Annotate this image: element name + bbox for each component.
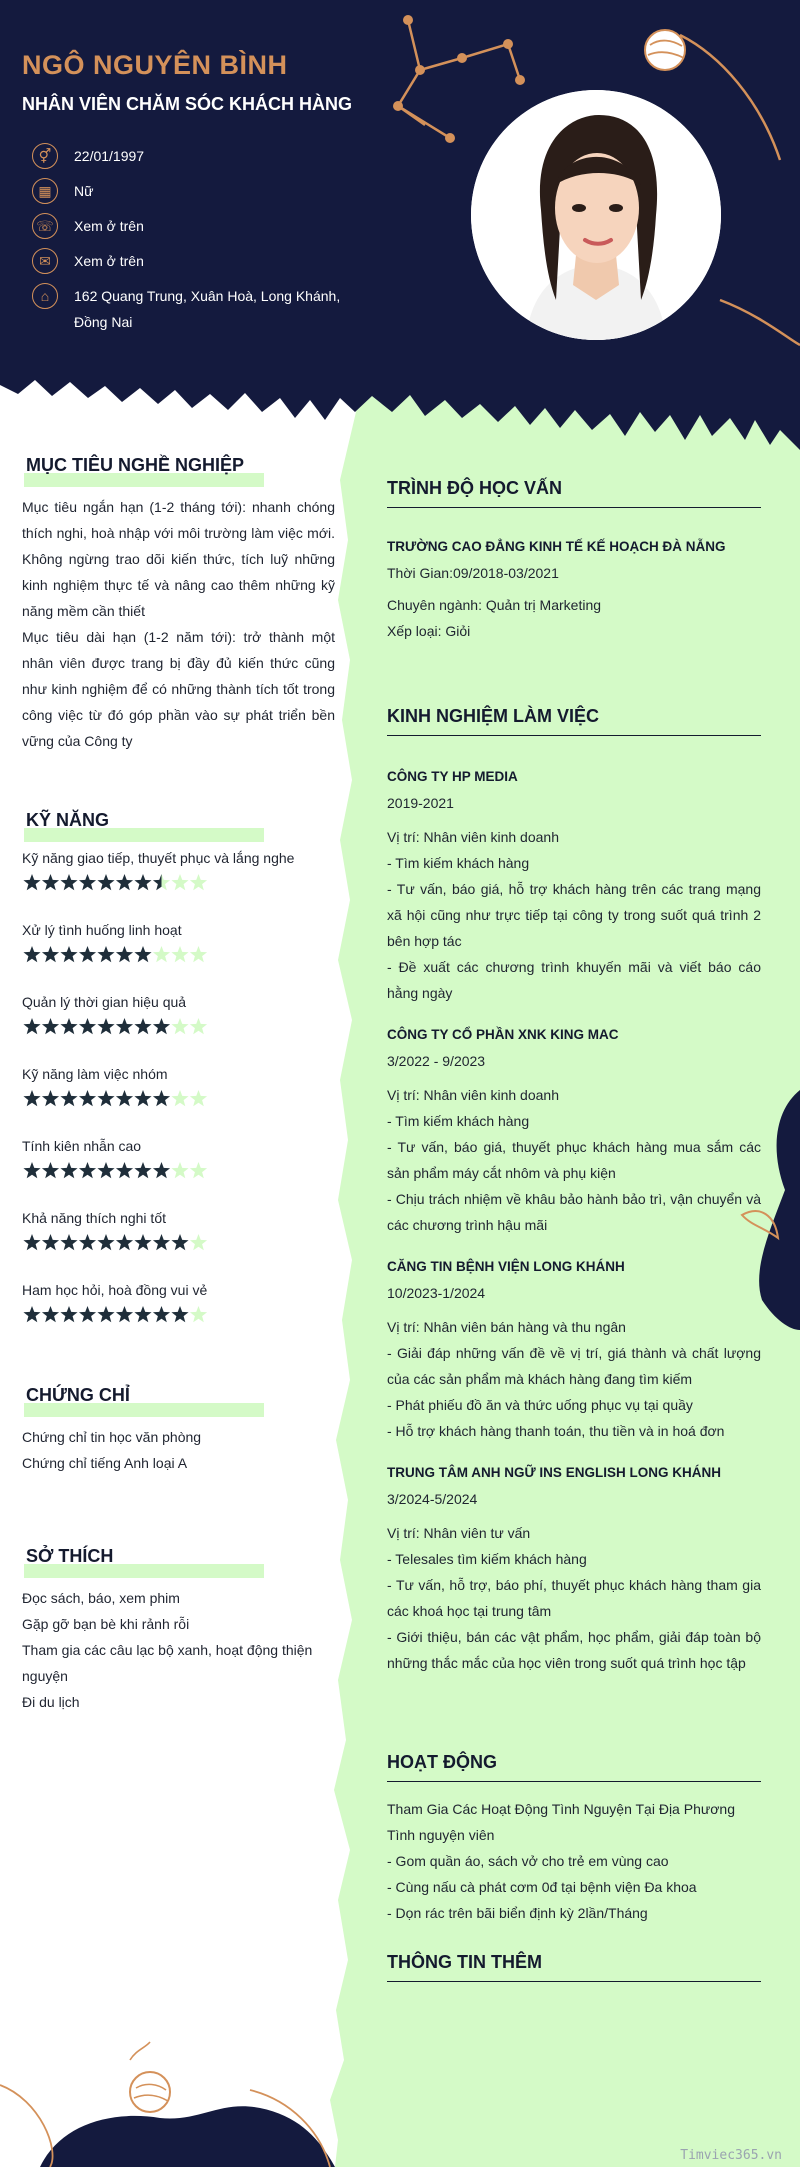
activity-line: - Cùng nấu cà phát cơm 0đ tại bệnh viện Đa khoa <box>387 1879 697 1895</box>
star-icon <box>79 1018 96 1034</box>
activity-line: - Dọn rác trên bãi biển định kỳ 2lần/Tháng <box>387 1905 648 1921</box>
education-section <box>387 478 761 644</box>
phone-icon: ☏ <box>32 213 58 239</box>
candidate-name: NGÔ NGUYÊN BÌNH <box>22 50 288 80</box>
star-icon <box>97 1162 114 1178</box>
star-icon <box>134 1090 151 1106</box>
star-icon <box>190 1090 207 1106</box>
contact-email <box>32 248 342 274</box>
star-icon <box>23 1306 40 1322</box>
star-icon <box>23 946 40 962</box>
star-icon <box>116 1090 133 1106</box>
star-icon <box>42 1306 59 1322</box>
job-detail: - Tư vấn, hỗ trợ, báo phí, thuyết phục khách hàng tham gia các khoá học tại trung tâm <box>387 1577 761 1619</box>
job-period: 10/2023-1/2024 <box>387 1285 486 1301</box>
additional-info-section <box>387 1952 761 1982</box>
star-icon <box>60 1234 77 1250</box>
star-icon <box>153 946 170 962</box>
job-detail: Vị trí: Nhân viên kinh doanh <box>387 1087 559 1103</box>
star-icon <box>134 874 151 890</box>
contact-value: Nữ <box>74 183 94 199</box>
skill-name: Tính kiên nhẫn cao <box>22 1138 142 1154</box>
skill-name: Xử lý tình huống linh hoạt <box>22 922 182 938</box>
contact-list <box>32 143 342 344</box>
contact-value: 22/01/1997 <box>74 148 145 164</box>
calendar-icon: ▦ <box>32 178 58 204</box>
star-icon <box>60 1162 77 1178</box>
skill-name: Quản lý thời gian hiệu quả <box>22 994 187 1010</box>
star-icon <box>42 1234 59 1250</box>
section-heading: KINH NGHIỆM LÀM VIỆC <box>387 706 761 736</box>
star-icon <box>171 874 188 890</box>
skill-item <box>22 1063 335 1114</box>
star-icon <box>153 1090 170 1106</box>
contact-gender <box>32 178 342 204</box>
activity-line: - Gom quần áo, sách vở cho trẻ em vùng cao <box>387 1853 669 1869</box>
skills-section <box>22 810 335 1351</box>
contact-phone <box>32 213 342 239</box>
hobbies-section <box>22 1546 335 1715</box>
skill-item <box>22 847 335 898</box>
star-icon <box>97 1018 114 1034</box>
avatar <box>471 90 721 340</box>
star-icon <box>190 1162 207 1178</box>
company-name: TRUNG TÂM ANH NGỮ INS ENGLISH LONG KHÁNH <box>387 1465 721 1480</box>
job-period: 3/2024-5/2024 <box>387 1491 478 1507</box>
star-icon <box>23 1018 40 1034</box>
section-heading: KỸ NĂNG <box>26 810 335 833</box>
contact-address <box>32 283 342 335</box>
star-icon <box>60 1306 77 1322</box>
job-detail: - Telesales tìm kiếm khách hàng <box>387 1551 587 1567</box>
star-icon <box>190 1234 207 1250</box>
contact-birthdate <box>32 143 342 169</box>
career-long-term: Mục tiêu dài hạn (1-2 năm tới): trở thành một nhân viên được trang bị đầy đủ kiến thức cũng như kinh nghiệm để có những thành tích tốt trong công việc từ đó góp phần vào sự phát triển bền vững của Công ty <box>22 629 335 749</box>
job-entry <box>387 764 761 1006</box>
star-icon <box>42 1162 59 1178</box>
job-title: NHÂN VIÊN CHĂM SÓC KHÁCH HÀNG <box>22 94 353 114</box>
hobby-item: Đọc sách, báo, xem phim <box>22 1590 180 1606</box>
star-icon <box>153 1234 170 1250</box>
star-icon <box>60 1018 77 1034</box>
skill-name: Khả năng thích nghi tốt <box>22 1210 166 1226</box>
job-detail: - Tìm kiếm khách hàng <box>387 855 530 871</box>
job-detail: - Đề xuất các chương trình khuyến mãi và viết báo cáo hằng ngày <box>387 959 761 1001</box>
section-heading: SỞ THÍCH <box>26 1546 335 1569</box>
contact-value: 162 Quang Trung, Xuân Hoà, Long Khánh, Đồng Nai <box>74 288 341 330</box>
skill-item <box>22 1279 335 1330</box>
star-icon <box>79 1162 96 1178</box>
skill-name: Kỹ năng giao tiếp, thuyết phục và lắng nghe <box>22 850 295 866</box>
job-detail: Vị trí: Nhân viên bán hàng và thu ngân <box>387 1319 626 1335</box>
star-icon <box>79 1306 96 1322</box>
job-detail: - Phát phiếu đồ ăn và thức uống phục vụ tại quầy <box>387 1397 693 1413</box>
star-icon <box>23 1090 40 1106</box>
job-entry <box>387 1254 761 1444</box>
career-short-term: Mục tiêu ngắn hạn (1-2 tháng tới): nhanh chóng thích nghi, hoà nhập với môi trường làm việc mới. Không ngừng trao dõi kiến thức, tích luỹ những kinh nghiệm thực tế và nâng cao thêm những kỹ năng mềm cần thiết <box>22 499 335 619</box>
certificates-section <box>22 1385 335 1476</box>
star-icon <box>134 1162 151 1178</box>
star-icon <box>23 1234 40 1250</box>
skill-name: Kỹ năng làm việc nhóm <box>22 1066 168 1082</box>
company-name: CÔNG TY CỔ PHẦN XNK KING MAC <box>387 1027 619 1042</box>
footer-decoration <box>0 2030 340 2167</box>
star-icon <box>171 1162 188 1178</box>
star-icon <box>190 874 207 890</box>
gender-icon: ⚥ <box>32 143 58 169</box>
job-detail: Vị trí: Nhân viên kinh doanh <box>387 829 559 845</box>
skill-item <box>22 991 335 1042</box>
section-heading: MỤC TIÊU NGHỀ NGHIỆP <box>26 455 335 478</box>
certificate-item: Chứng chỉ tin học văn phòng <box>22 1429 202 1445</box>
star-icon <box>116 1234 133 1250</box>
header <box>0 0 800 420</box>
star-rating <box>22 873 212 893</box>
education-time: Thời Gian:09/2018-03/2021 <box>387 565 559 581</box>
star-icon <box>97 1306 114 1322</box>
job-detail: - Giải đáp những vấn đề về vị trí, giá thành và chất lượng của các sản phẩm mà khách hàng đang tìm kiếm <box>387 1345 761 1387</box>
star-icon <box>23 1162 40 1178</box>
job-detail: - Chịu trách nhiệm về khâu bảo hành bảo trì, vận chuyển và các chương trình hậu mãi <box>387 1191 761 1233</box>
star-icon <box>190 946 207 962</box>
star-icon <box>79 1090 96 1106</box>
watermark: Timviec365.vn <box>680 2148 782 2163</box>
school-name: TRƯỜNG CAO ĐẲNG KINH TẾ KẾ HOẠCH ĐÀ NẴNG <box>387 539 726 554</box>
star-icon <box>116 1018 133 1034</box>
job-detail: Vị trí: Nhân viên tư vấn <box>387 1525 531 1541</box>
star-icon <box>79 1234 96 1250</box>
star-icon <box>134 946 151 962</box>
activities-list <box>387 1796 761 1926</box>
star-icon <box>60 1090 77 1106</box>
email-icon: ✉ <box>32 248 58 274</box>
star-rating <box>22 1305 212 1325</box>
hobby-item: Tham gia các câu lạc bộ xanh, hoạt động thiện nguyện <box>22 1642 313 1684</box>
section-heading: THÔNG TIN THÊM <box>387 1952 761 1982</box>
star-icon <box>190 1306 207 1322</box>
star-icon <box>116 946 133 962</box>
star-icon <box>42 874 59 890</box>
star-icon <box>79 946 96 962</box>
star-icon <box>60 874 77 890</box>
hobby-item: Gặp gỡ bạn bè khi rảnh rỗi <box>22 1616 190 1632</box>
star-icon <box>153 874 170 890</box>
star-icon <box>153 1162 170 1178</box>
star-icon <box>171 1306 188 1322</box>
job-period: 3/2022 - 9/2023 <box>387 1053 486 1069</box>
section-heading: HOẠT ĐỘNG <box>387 1752 761 1782</box>
certificate-item: Chứng chỉ tiếng Anh loại A <box>22 1455 188 1471</box>
star-icon <box>97 874 114 890</box>
education-major: Chuyên ngành: Quản trị Marketing <box>387 597 602 613</box>
job-detail: - Tư vấn, báo giá, thuyết phục khách hàng mua sắm các sản phẩm máy cắt nhôm và phụ kiện <box>387 1139 761 1181</box>
education-grade: Xếp loại: Giỏi <box>387 623 471 639</box>
company-name: CĂNG TIN BỆNH VIỆN LONG KHÁNH <box>387 1259 625 1274</box>
section-heading: CHỨNG CHỈ <box>26 1385 335 1408</box>
job-entry <box>387 1022 761 1238</box>
star-icon <box>97 1090 114 1106</box>
star-icon <box>60 946 77 962</box>
section-heading: TRÌNH ĐỘ HỌC VẤN <box>387 478 761 508</box>
star-icon <box>171 1234 188 1250</box>
star-icon <box>116 1162 133 1178</box>
company-name: CÔNG TY HP MEDIA <box>387 769 518 784</box>
star-icon <box>116 1306 133 1322</box>
activities-section <box>387 1752 761 1926</box>
star-icon <box>116 874 133 890</box>
star-icon <box>23 874 40 890</box>
star-icon <box>97 946 114 962</box>
star-icon <box>171 1090 188 1106</box>
star-icon <box>171 946 188 962</box>
star-rating <box>22 945 212 965</box>
star-rating <box>22 1161 212 1181</box>
star-icon <box>134 1234 151 1250</box>
star-icon <box>97 1234 114 1250</box>
contact-value: Xem ở trên <box>74 218 144 234</box>
star-icon <box>153 1018 170 1034</box>
job-entry <box>387 1460 761 1676</box>
hobby-item: Đi du lịch <box>22 1694 80 1710</box>
home-icon: ⌂ <box>32 283 58 309</box>
skill-item <box>22 919 335 970</box>
jobs-list <box>387 764 761 1676</box>
star-icon <box>42 946 59 962</box>
job-period: 2019-2021 <box>387 795 454 811</box>
job-detail: - Tìm kiếm khách hàng <box>387 1113 530 1129</box>
contact-value: Xem ở trên <box>74 253 144 269</box>
star-icon <box>134 1306 151 1322</box>
star-rating <box>22 1089 212 1109</box>
skill-name: Ham học hỏi, hoà đồng vui vẻ <box>22 1282 208 1298</box>
skill-item <box>22 1207 335 1258</box>
star-icon <box>79 874 96 890</box>
star-icon <box>42 1090 59 1106</box>
star-icon <box>134 1018 151 1034</box>
star-icon <box>190 1018 207 1034</box>
experience-section <box>387 706 761 1692</box>
career-objective-section <box>22 455 335 754</box>
job-detail: - Tư vấn, báo giá, hỗ trợ khách hàng trên các trang mạng xã hội cũng như trực tiếp tại công ty trong suốt quá trình 2 bên hợp tác <box>387 881 761 949</box>
star-rating <box>22 1233 212 1253</box>
job-detail: - Hỗ trợ khách hàng thanh toán, thu tiền và in hoá đơn <box>387 1423 725 1439</box>
skills-list <box>22 847 335 1330</box>
activity-line: Tham Gia Các Hoạt Động Tình Nguyện Tại Địa Phương <box>387 1801 735 1817</box>
skill-item <box>22 1135 335 1186</box>
star-icon <box>171 1018 188 1034</box>
star-icon <box>153 1306 170 1322</box>
job-detail: - Giới thiệu, bán các vật phẩm, học phẩm, giải đáp toàn bộ những thắc mắc của học viên trong suốt quá trình học tập <box>387 1629 761 1671</box>
star-rating <box>22 1017 212 1037</box>
star-icon <box>42 1018 59 1034</box>
activity-line: Tình nguyện viên <box>387 1827 495 1843</box>
